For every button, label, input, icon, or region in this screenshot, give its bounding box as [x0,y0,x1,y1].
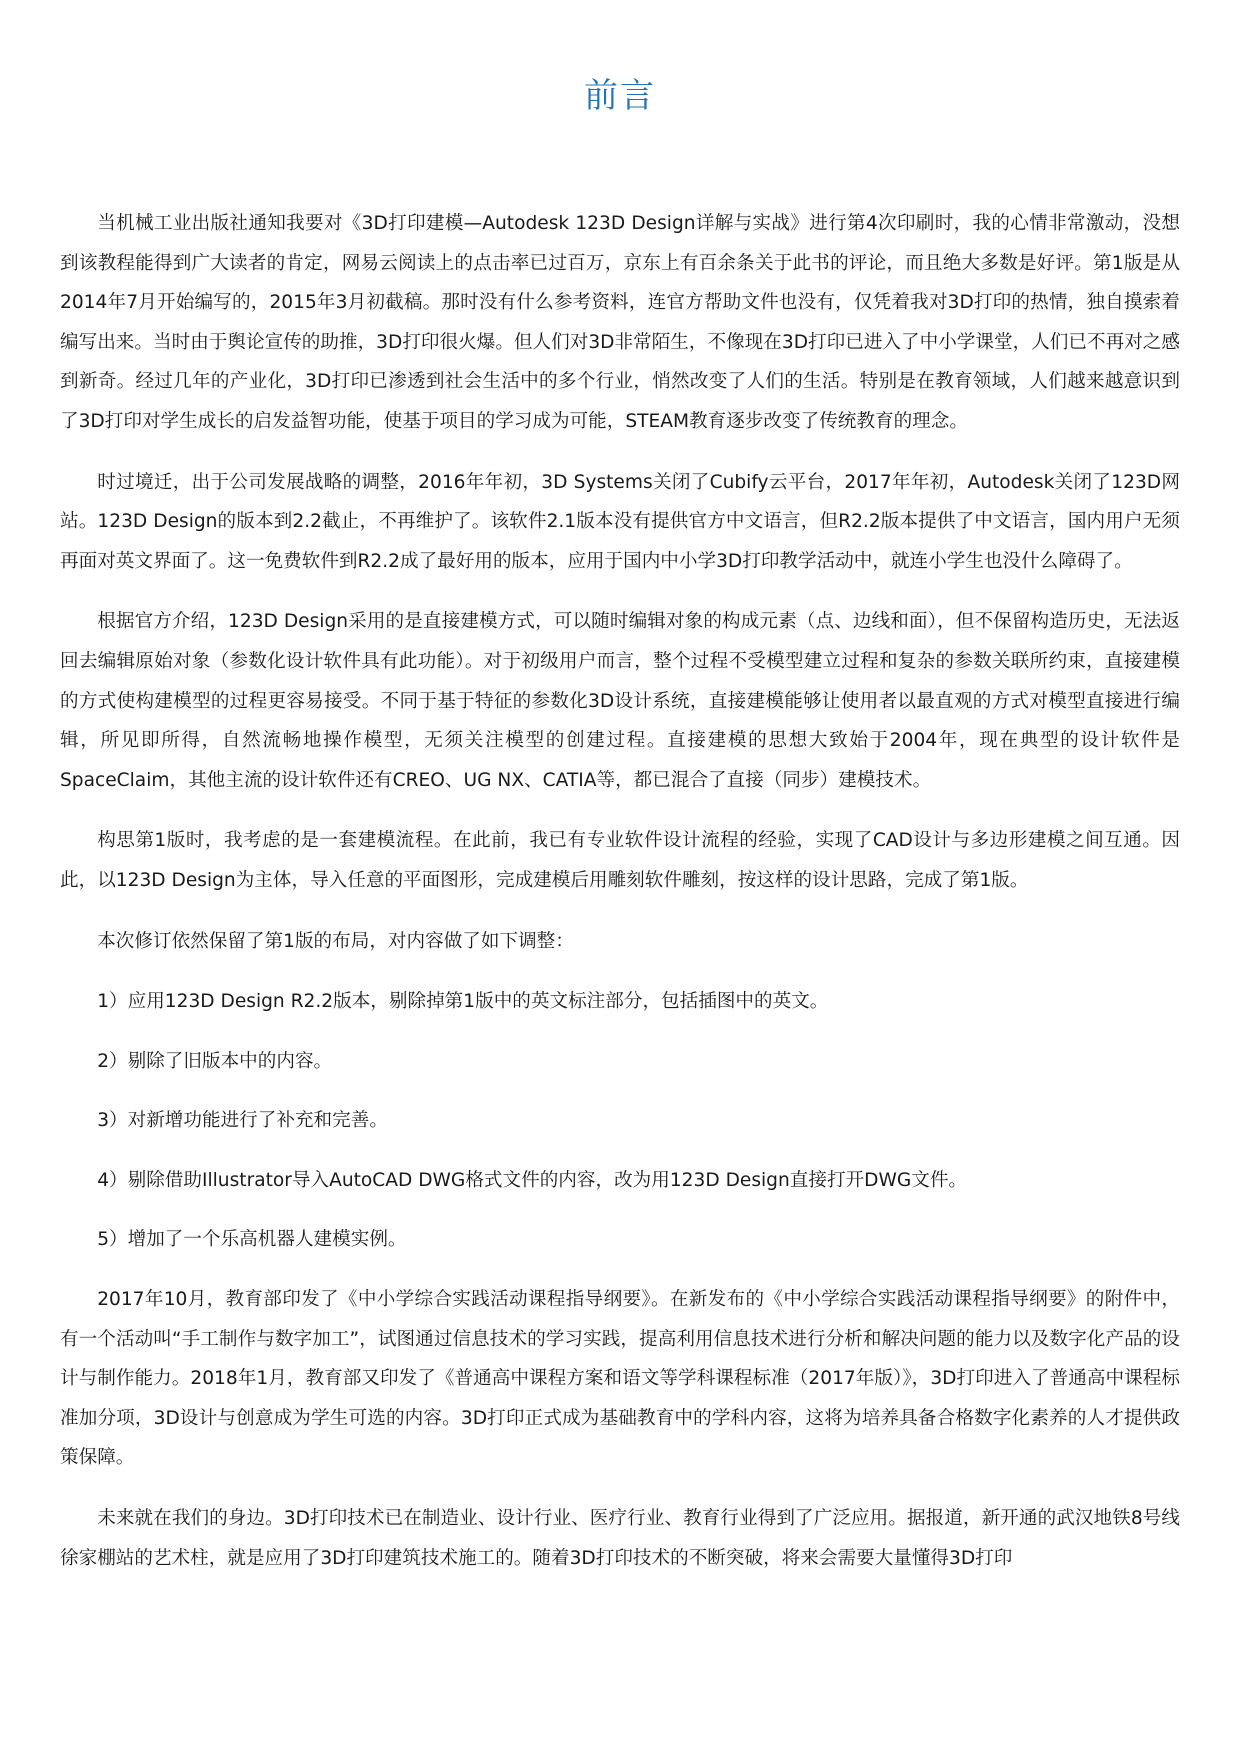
revision-item-2: 2）剔除了旧版本中的内容。 [97,1050,333,1072]
revision-item-3: 3）对新增功能进行了补充和完善。 [97,1110,388,1132]
paragraph-direct-modeling: 根据官方介绍，123D Design采用的是直接建模方式，可以随时编辑对象的构成元素（点、边线和面），但不保留构造历史，无法返回去编辑原始对象（参数化设计软件具有此功能）。对于初级用户而言，整个过程不受模型建立过程和复杂的参数关联所约束，直接建模的方式使构建模型的过程更容易接受。不同于基于特征的参数化3D设计系统，直接建模能够让使用者以最直观的方式对模型直接进行编辑，所见即所得，自然流畅地操作模型，无须关注模型的创建过程。直接建模的思想大致始于2004年，现在典型的设计软件是SpaceClaim，其他主流的设计软件还有CREO、UG NX、CATIA等，都已混合了直接（同步）建模技术。 [60,611,1180,791]
preface-body [60,204,1180,1578]
paragraph-future: 未来就在我们的身边。3D打印技术已在制造业、设计行业、医疗行业、教育行业得到了广泛应用。据报道，新开通的武汉地铁8号线徐家棚站的艺术柱，就是应用了3D打印建筑技术施工的。随着3D打印技术的不断突破，将来会需要大量懂得3D打印 [60,1508,1180,1569]
paragraph-revision-intro: 本次修订依然保留了第1版的布局，对内容做了如下调整： [97,930,574,952]
paragraph-education-policy: 2017年10月，教育部印发了《中小学综合实践活动课程指导纲要》。在新发布的《中小学综合实践活动课程指导纲要》的附件中，有一个活动叫“手工制作与数字加工”，试图通过信息技术的学习实践，提高利用信息技术进行分析和解决问题的能力以及数字化产品的设计与制作能力。2018年1月，教育部又印发了《普通高中课程方案和语文等学科课程标准（2017年版）》，3D打印进入了普通高中课程标准加分项，3D设计与创意成为学生可选的内容。3D打印正式成为基础教育中的学科内容，这将为培养具备合格数字化素养的人才提供政策保障。 [60,1289,1180,1469]
revision-item-4: 4）剔除借助Illustrator导入AutoCAD DWG格式文件的内容，改为用123D Design直接打开DWG文件。 [97,1169,968,1191]
paragraph-first-edition: 构思第1版时，我考虑的是一套建模流程。在此前，我已有专业软件设计流程的经验，实现了CAD设计与多边形建模之间互通。因此，以123D Design为主体，导入任意的平面图形，完成建模后用雕刻软件雕刻，按这样的设计思路，完成了第1版。 [60,830,1180,891]
revision-item-5: 5）增加了一个乐高机器人建模实例。 [97,1229,407,1251]
page-title: 前言 [584,76,656,116]
paragraph-software-history: 时过境迁，出于公司发展战略的调整，2016年年初，3D Systems关闭了Cubify云平台，2017年年初，Autodesk关闭了123D网站。123D Design的版本到2.2截止，不再维护了。该软件2.1版本没有提供官方中文语言，但R2.2版本提供了中文语言，国内用户无须再面对英文界面了。这一免费软件到R2.2成了最好用的版本，应用于国内中小学3D打印教学活动中，就连小学生也没什么障碍了。 [60,471,1180,572]
paragraph-fourth-printing: 当机械工业出版社通知我要对《3D打印建模—Autodesk 123D Design详解与实战》进行第4次印刷时，我的心情非常激动，没想到该教程能得到广大读者的肯定，网易云阅读上的点击率已过百万，京东上有百余条关于此书的评论，而且绝大多数是好评。第1版是从2014年7月开始编写的，2015年3月初截稿。那时没有什么参考资料，连官方帮助文件也没有，仅凭着我对3D打印的热情，独自摸索着编写出来。当时由于舆论宣传的助推，3D打印很火爆。但人们对3D非常陌生，不像现在3D打印已进入了中小学课堂，人们已不再对之感到新奇。经过几年的产业化，3D打印已渗透到社会生活中的多个行业，悄然改变了人们的生活。特别是在教育领域，人们越来越意识到了3D打印对学生成长的启发益智功能，使基于项目的学习成为可能，STEAM教育逐步改变了传统教育的理念。 [60,213,1180,432]
revision-item-1: 1）应用123D Design R2.2版本，剔除掉第1版中的英文标注部分，包括插图中的英文。 [97,991,829,1013]
